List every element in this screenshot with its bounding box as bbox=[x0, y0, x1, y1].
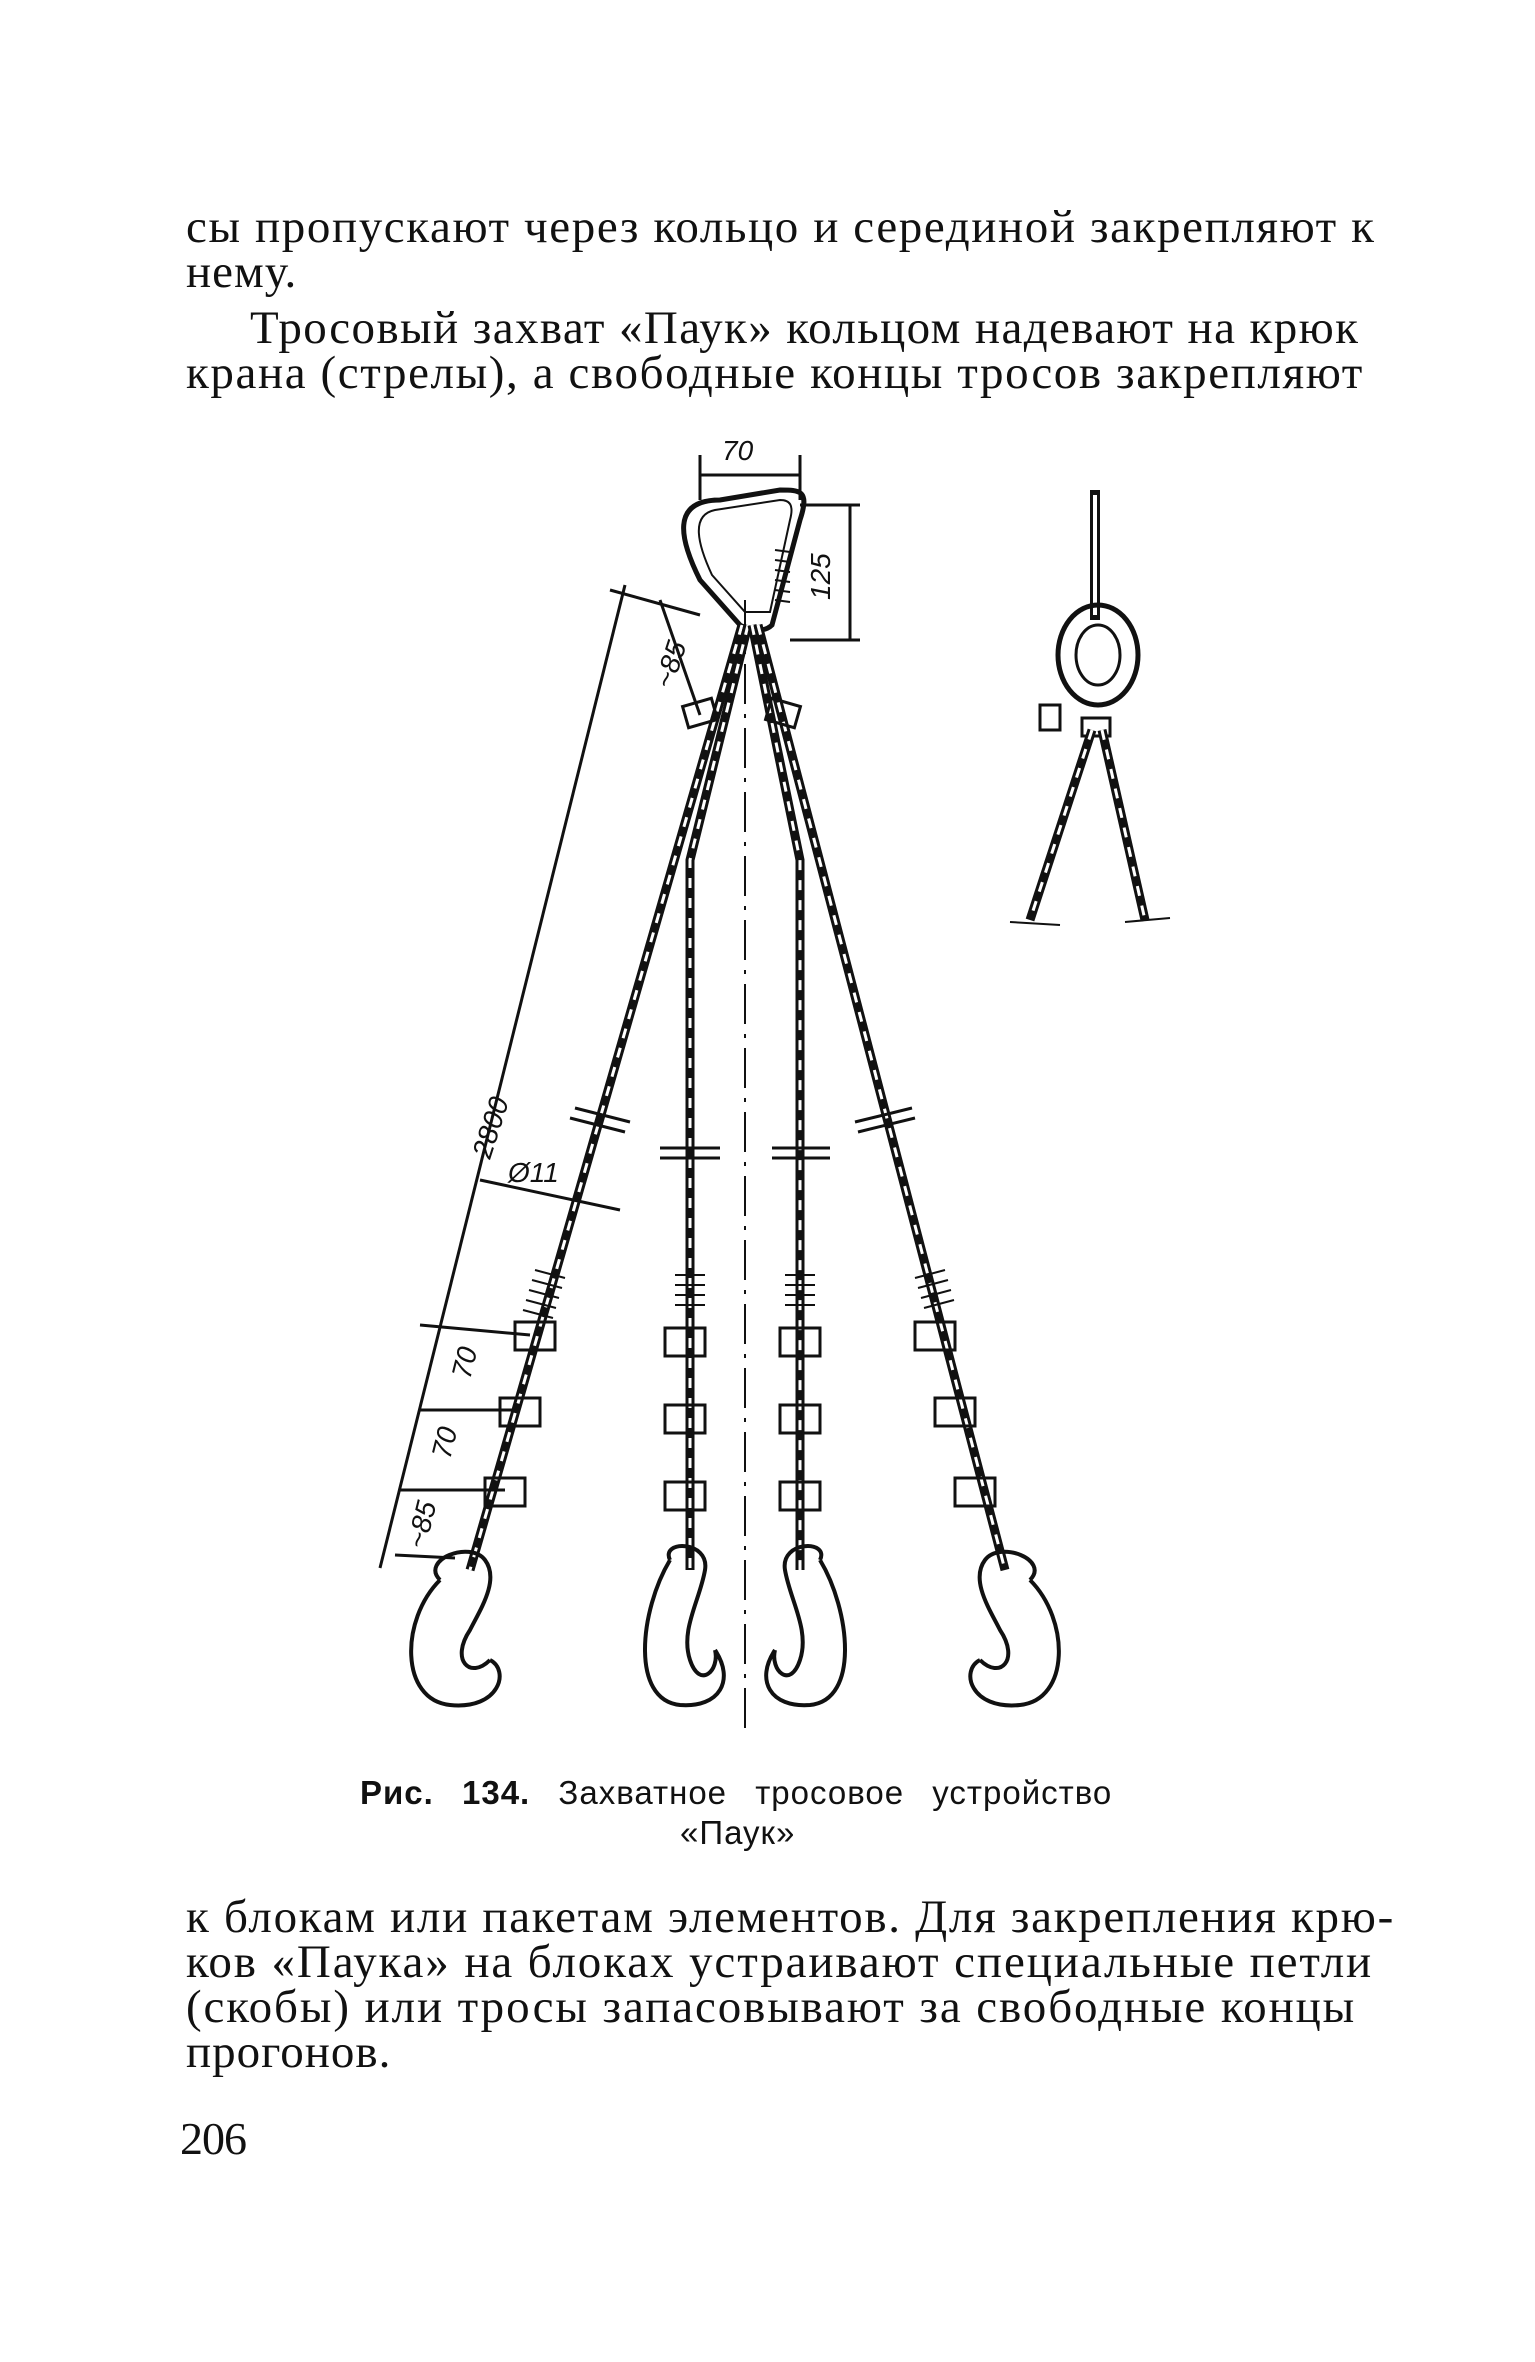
text-line: прогонов. bbox=[186, 2026, 392, 2078]
dim-85-top: ~85 bbox=[648, 637, 693, 692]
text-line: (скобы) или тросы запасовывают за свободные концы bbox=[186, 1981, 1357, 2033]
text-line: сы пропускают через кольцо и серединой закрепляют к bbox=[186, 201, 1376, 253]
caption-label: Рис. bbox=[360, 1774, 434, 1811]
dim-125: 125 bbox=[805, 553, 836, 600]
dim-2800: 2800 bbox=[466, 1093, 515, 1162]
dim-70-a: 70 bbox=[445, 1343, 484, 1382]
text-line: ков «Паука» на блоках устраивают специальные петли bbox=[186, 1936, 1374, 1988]
text-line: крана (стрелы), а свободные концы тросов закрепляют bbox=[186, 347, 1364, 399]
text-paragraph-bottom bbox=[186, 1891, 1395, 2078]
hook-2 bbox=[645, 1546, 724, 1705]
figure-caption bbox=[360, 1773, 1180, 1853]
hook-4 bbox=[970, 1552, 1059, 1706]
page-number: 206 bbox=[180, 2113, 246, 2164]
text-line: Тросовый захват «Паук» кольцом надевают на крюк bbox=[250, 302, 1360, 354]
dim-70-top: 70 bbox=[722, 435, 754, 466]
dim-85-bottom: ~85 bbox=[400, 1497, 443, 1552]
text-line: к блокам или пакетам элементов. Для закрепления крю- bbox=[186, 1891, 1395, 1943]
dim-diameter-11: Ø11 bbox=[508, 1157, 559, 1188]
caption-number: 134. bbox=[462, 1774, 531, 1811]
caption-text: Захватное тросовое устройство bbox=[558, 1774, 1113, 1811]
text-line: нему. bbox=[186, 246, 298, 298]
dim-70-b: 70 bbox=[425, 1423, 464, 1462]
hook-3 bbox=[766, 1546, 845, 1705]
hook-1 bbox=[411, 1552, 500, 1706]
caption-text-2: «Паук» bbox=[680, 1814, 796, 1851]
